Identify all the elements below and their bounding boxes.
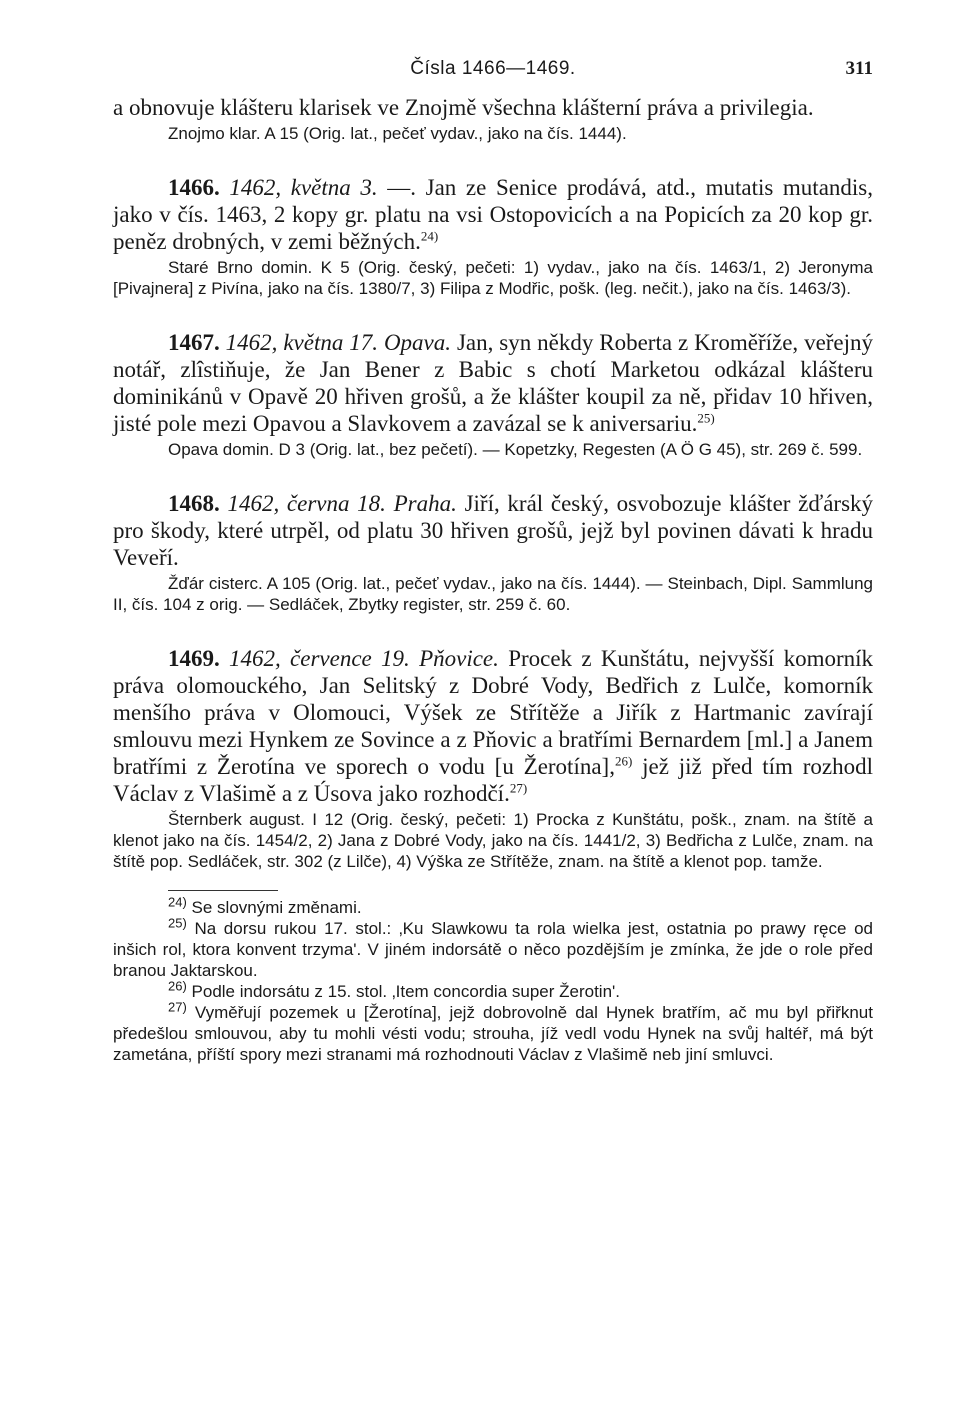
- entry-text: [113, 329, 873, 437]
- footnote-mark: 27): [168, 999, 187, 1015]
- running-header: [113, 58, 873, 88]
- footnote-text: Vyměřují pozemek u [Žerotína], jejž dobrovolně dal Hynek bratřím, ač mu byl přiřknut předešlou smlouvou, aby tu mohli vésti vodu; strouha, jíž vedl vodu Hynek na svůj haltéř, má být zametána, příští spory mezi stranami má rozhodnouti Václav z Vlašimě neb jiní smluvci.: [113, 1003, 873, 1064]
- footnote-ref: 26): [614, 753, 633, 769]
- entry-body: Jan, syn někdy Roberta z Kroměříže, veřejný notář, zlîstiňuje, že Jan Bener z Babic s chotí Marketou odkázal klášteru dominikánů v Opavě 20 hřiven grošů, a že klášter koupil za ně, přidav 10 hřiven, jisté pole mezi Opavou a Slavkovem a zavázal se k aniversariu.: [113, 330, 874, 436]
- footnote-mark: 24): [168, 894, 187, 910]
- entry-text: [113, 174, 873, 255]
- entry-date: 1462, května 17.: [225, 330, 379, 355]
- footnote: [113, 999, 873, 1065]
- entry-number: 1467.: [168, 330, 220, 355]
- entry-date: 1462, května 3.: [229, 175, 378, 200]
- entry-1468: [113, 490, 873, 615]
- source-citation: Žďár cisterc. A 105 (Orig. lat., pečeť vydav., jako na čís. 1444). — Steinbach, Dipl. Sammlung II, čís. 104 z orig. — Sedláček, Zbytky register, str. 259 č. 60.: [113, 574, 873, 614]
- entry-text: [113, 645, 873, 807]
- footnote-ref: 24): [420, 228, 439, 244]
- entry-date: 1462, července 19.: [229, 646, 410, 671]
- entry-date: 1462, června 18.: [227, 491, 386, 516]
- footnote-ref: 27): [509, 780, 528, 796]
- footnotes: [113, 894, 873, 1065]
- entry-place: Opava.: [383, 330, 452, 355]
- source-citation: Staré Brno domin. K 5 (Orig. český, pečeti: 1) vydav., jako na čís. 1463/1, 2) Jeronyma [Pivajnera] z Pivína, jako na čís. 1380/7, 3) Filipa z Modřic, pošk. (leg. nečit.), jako na čís. 1463/3).: [113, 258, 873, 298]
- entry-continuation: [113, 94, 873, 144]
- header-title: Čísla 1466—1469.: [410, 58, 576, 79]
- footnote-text: Se slovnými změnami.: [191, 898, 362, 917]
- entry-number: 1469.: [168, 646, 220, 671]
- continuation-text: a obnovuje klášteru klarisek ve Znojmě všechna klášterní práva a privilegia.: [113, 95, 814, 120]
- entry-body-continued: jež již před tím rozhodl Václav z Vlašimě a z Úsova jako rozhodčí.: [113, 754, 874, 806]
- entry-place: —.: [387, 175, 417, 200]
- footnote-mark: 25): [168, 915, 187, 931]
- entry-body: Procek z Kunštátu, nejvyšší komorník práva olomouckého, Jan Selitský z Dobré Vody, Bedřich z Lulče, komorník menšího práva v Olomouci, Výšek ze Střítěže a Jiřík z Hartmanic zavírají smlouvu mezi Hynkem ze Sovince a z Pňovic a bratřími Bernardem [ml.] a Janem bratřími z Žerotína ve sporech o vodu [u Žerotína],: [113, 646, 874, 779]
- entry-body: Jiří, král český, osvobozuje klášter žďárský pro škody, které utrpěl, od platu 30 hřiven grošů, jejž byl povinen dávati k hradu Veveří.: [113, 491, 874, 570]
- document-page: [113, 58, 873, 1065]
- footnote-ref: 25): [697, 410, 715, 426]
- footnote-mark: 26): [168, 978, 187, 994]
- footnote-text: Podle indorsátu z 15. stol. ‚Item concordia super Žerotin'.: [191, 982, 620, 1001]
- footnote: [113, 894, 873, 918]
- entry-place: Pňovice.: [419, 646, 499, 671]
- footnote-text: Na dorsu rukou 17. stol.: ‚Ku Slawkowu ta rola wielka jest, ostatnia po prawy ręce od inšich rol, ktora konvent trzyma'. V jiném indorsátě o něco pozdějším je zmínka, že jde o role před branou Jaktarskou.: [113, 919, 873, 980]
- entry-number: 1466.: [168, 175, 220, 200]
- footnote-divider: [168, 890, 278, 891]
- source-citation: Šternberk august. I 12 (Orig. český, pečeti: 1) Procka z Kunštátu, pošk., znam. na štítě a klenot jako na čís. 1454/2, 2) Jana z Dobré Vody, jako na čís. 1441/2, 3) Bedřicha z Lulče, znam. na štítě pop. Sedláček, str. 302 (z Lilče), 4) Výška ze Střítěže, znam. na štítě a klenot pop. tamže.: [113, 810, 873, 871]
- entry-body: Jan ze Senice prodává, atd., mutatis mutandis, jako v čís. 1463, 2 kopy gr. platu na vsi Ostopovicích a na Popicích za 20 kop gr. peněz drobných, v zemi běžných.: [113, 175, 873, 254]
- source-citation: Opava domin. D 3 (Orig. lat., bez pečetí). — Kopetzky, Regesten (A Ö G 45), str. 269 č. 599.: [168, 440, 863, 459]
- footnote: [113, 915, 873, 981]
- source-citation: Znojmo klar. A 15 (Orig. lat., pečeť vydav., jako na čís. 1444).: [168, 124, 627, 143]
- entry-1466: [113, 174, 873, 299]
- entry-place: Praha.: [393, 491, 457, 516]
- entry-1467: [113, 329, 873, 460]
- entry-text: [113, 490, 873, 571]
- entry-number: 1468.: [168, 491, 220, 516]
- page-number: 311: [845, 58, 873, 79]
- footnote: [113, 978, 873, 1002]
- entry-1469: [113, 645, 873, 872]
